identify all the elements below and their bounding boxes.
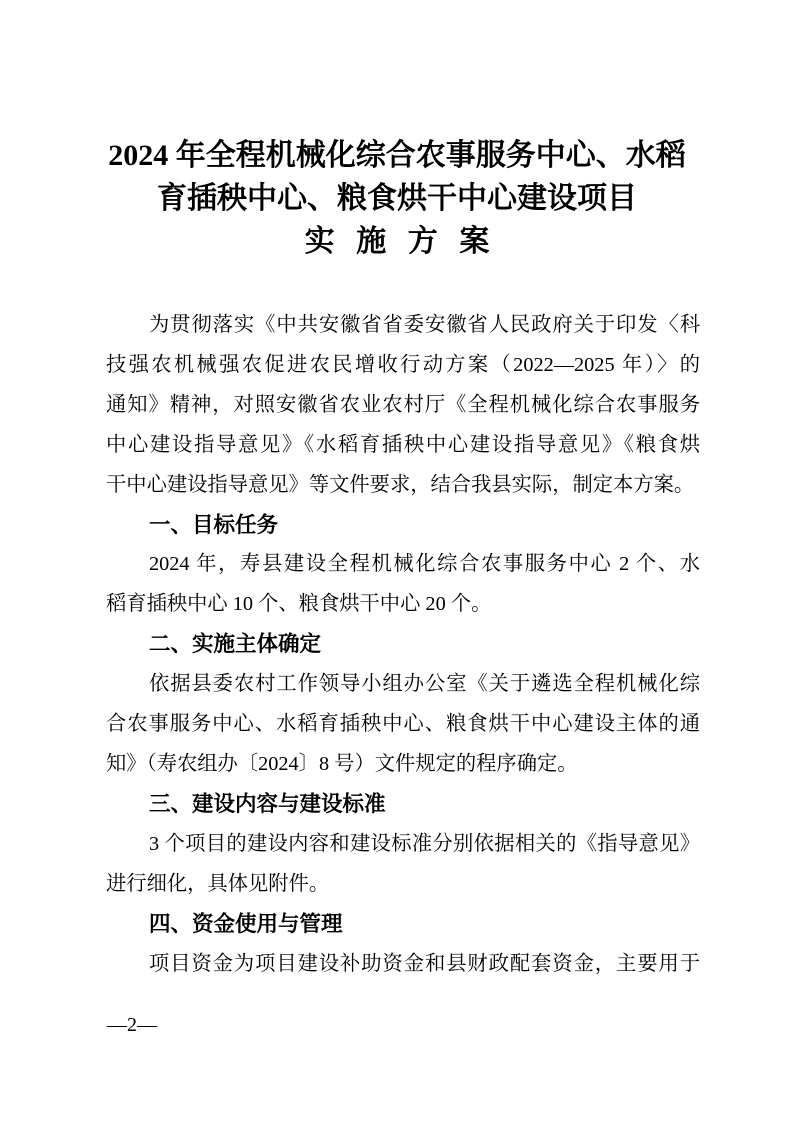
page-number: —2— [107, 1014, 157, 1036]
title-line-3: 实施方案 [304, 225, 511, 258]
paragraph-funding [106, 945, 700, 985]
section-heading-4: 四、资金使用与管理 [149, 911, 343, 936]
body-line: 知》（寿农组办〔2024〕8 号）文件规定的程序确定。 [106, 752, 578, 775]
section-heading-3: 三、建设内容与建设标准 [149, 791, 386, 816]
title-line-1: 2024 年全程机械化综合农事服务中心、水稻 [108, 139, 686, 172]
paragraph-goals [106, 545, 700, 625]
body-line: 稻育插秧中心 10 个、粮食烘干中心 20 个。 [106, 593, 492, 616]
body-line: 中心建设指导意见》《水稻育插秧中心建设指导意见》《粮食烘 [106, 433, 700, 456]
body-line: 项目资金为项目建设补助资金和县财政配套资金，主要用于 [149, 952, 700, 975]
body-line: 合农事服务中心、水稻育插秧中心、粮食烘干中心建设主体的通 [106, 713, 700, 736]
document-body [106, 306, 700, 984]
body-line: 通知》精神，对照安徽省农业农村厅《全程机械化综合农事服务 [106, 393, 700, 416]
body-line: 2024 年，寿县建设全程机械化综合农事服务中心 2 个、水 [149, 553, 700, 576]
document-title [97, 134, 697, 263]
body-line: 为贯彻落实《中共安徽省省委安徽省人民政府关于印发〈科 [149, 314, 700, 336]
body-line: 技强农机械强农促进农民增收行动方案（2022—2025 年）〉的 [106, 353, 700, 376]
body-line: 依据县委农村工作领导小组办公室《关于遴选全程机械化综 [149, 673, 700, 696]
paragraph-standards [106, 825, 700, 905]
paragraph-implementers [106, 665, 700, 785]
body-line: 干中心建设指导意见》等文件要求，结合我县实际，制定本方案。 [106, 473, 695, 496]
paragraph-intro [106, 306, 700, 506]
section-heading-2: 二、实施主体确定 [149, 632, 322, 657]
body-line: 3 个项目的建设内容和建设标准分别依据相关的《指导意见》 [149, 832, 700, 855]
title-line-2: 育插秧中心、粮食烘干中心建设项目 [157, 182, 637, 215]
body-line: 进行细化，具体见附件。 [106, 872, 330, 895]
section-heading-1: 一、目标任务 [149, 512, 279, 537]
